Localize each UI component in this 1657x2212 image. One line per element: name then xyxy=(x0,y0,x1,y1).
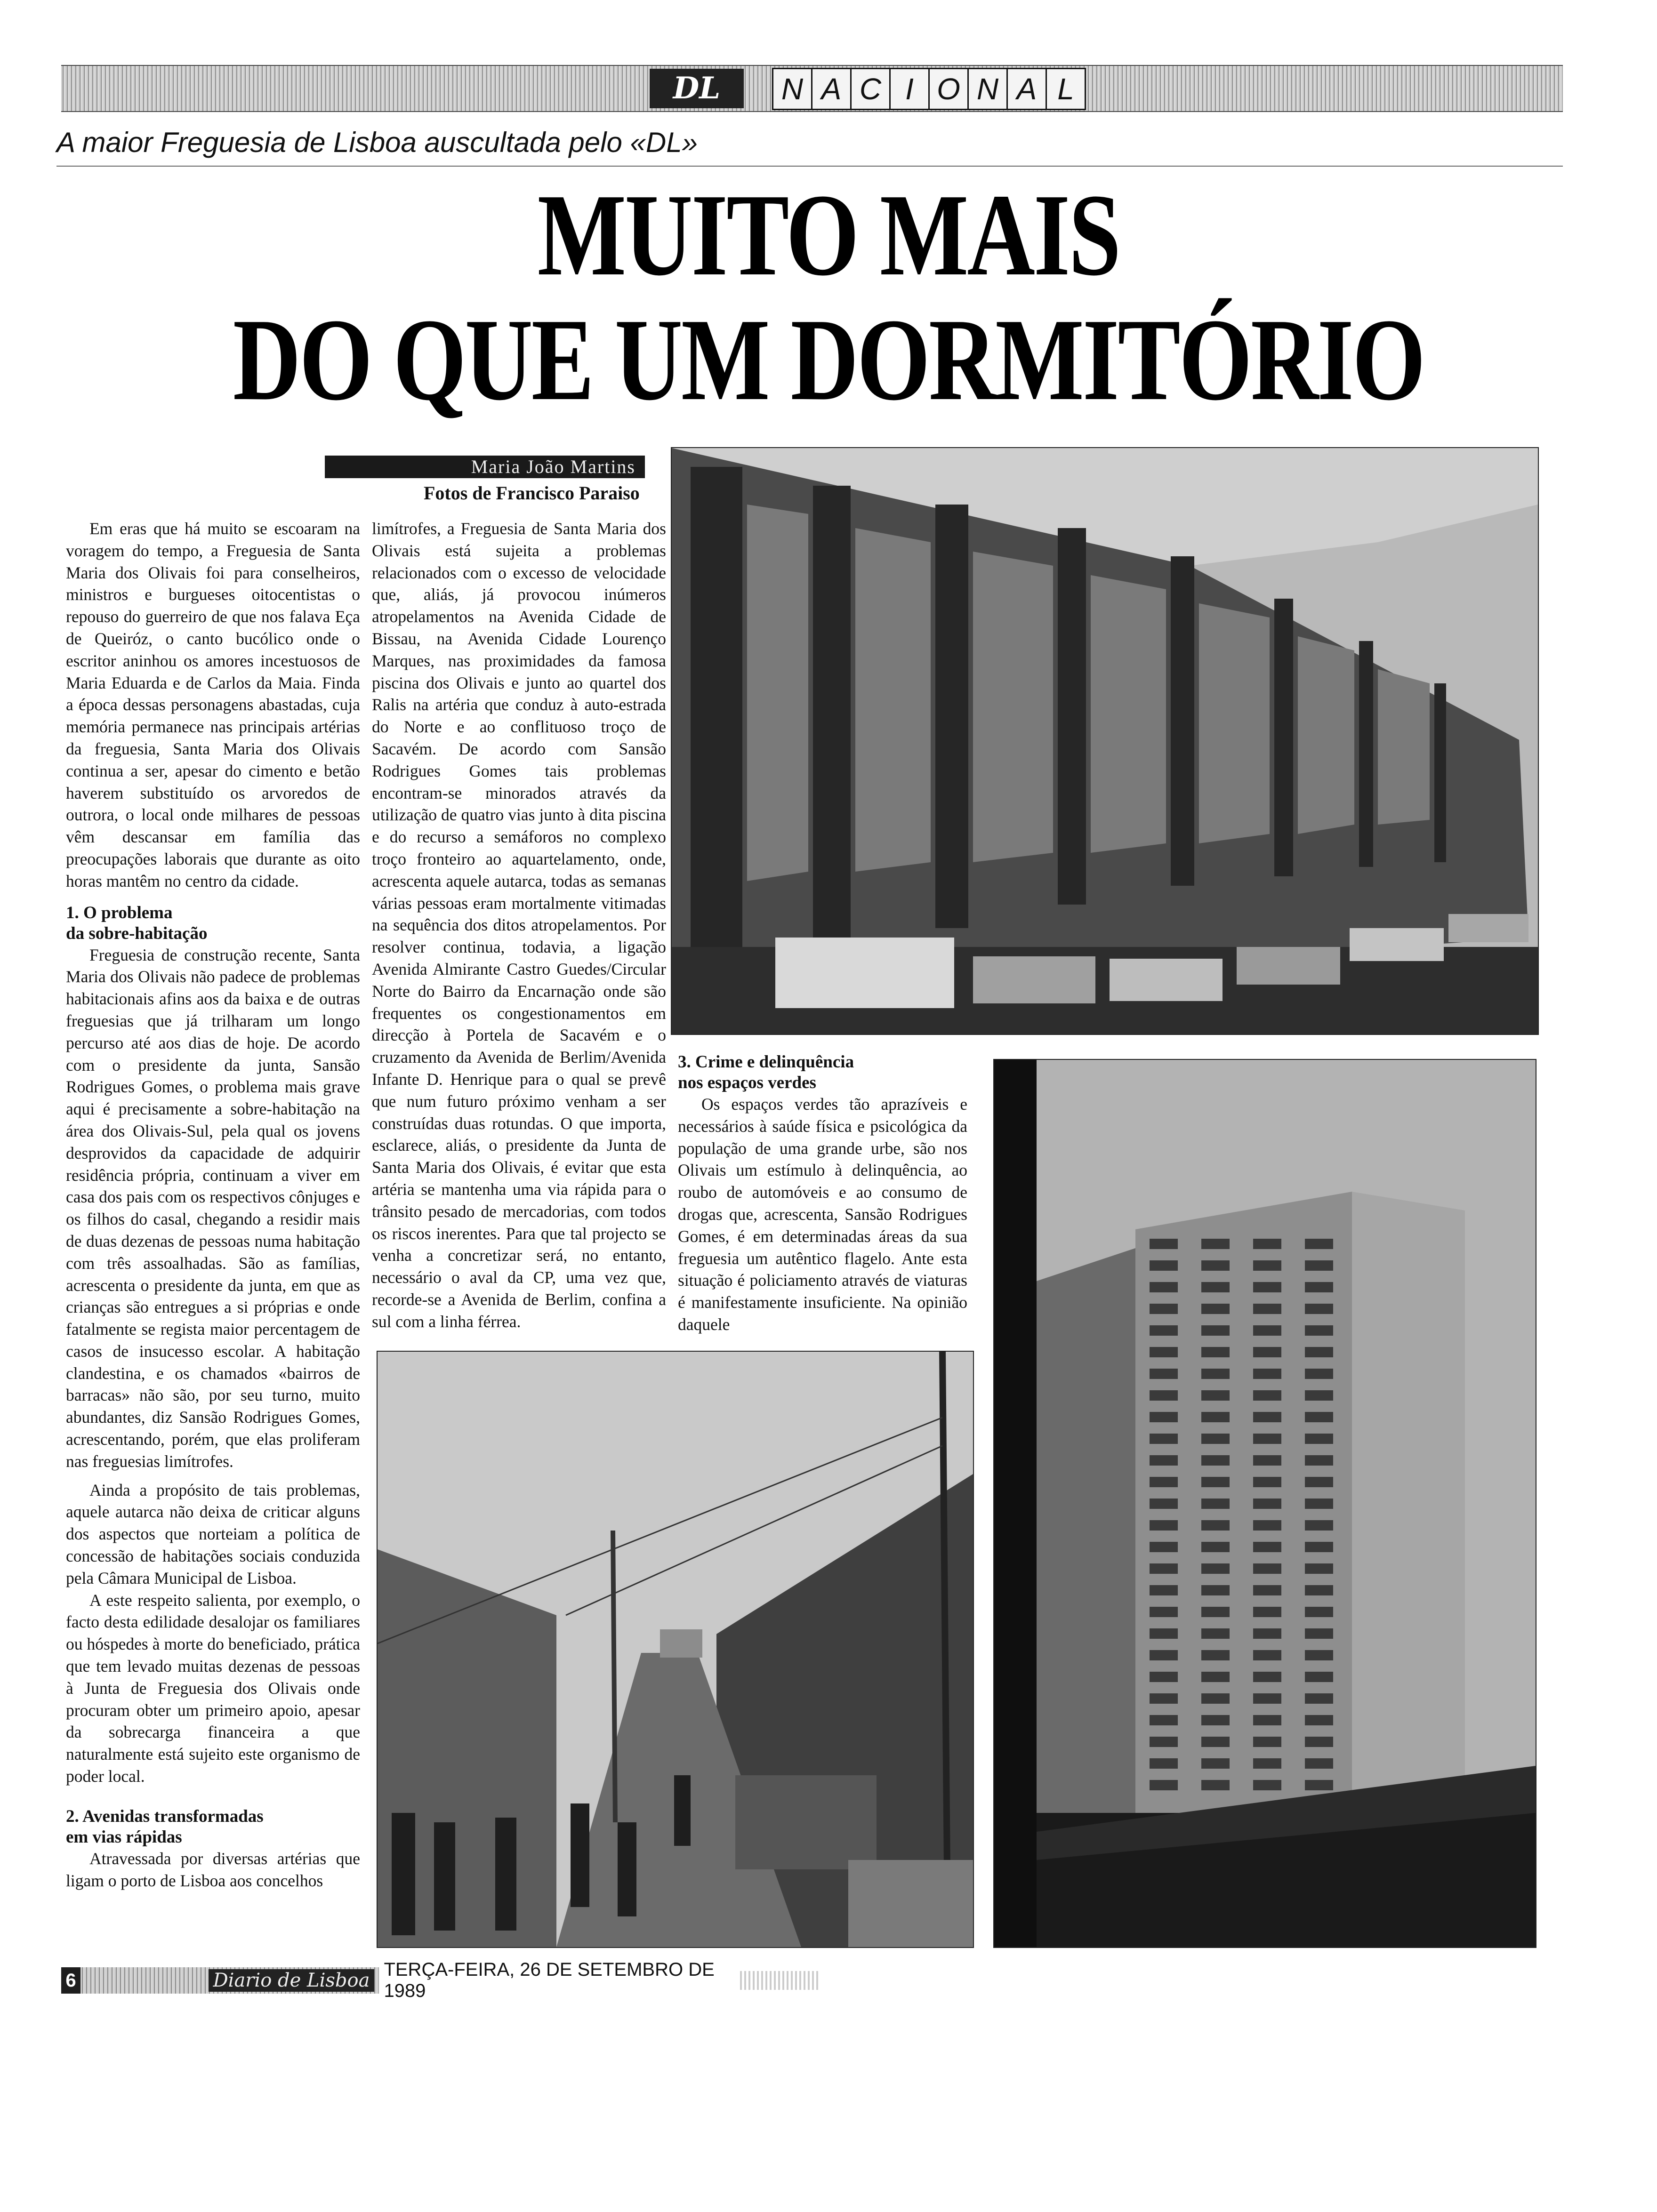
tower-window xyxy=(1150,1650,1178,1660)
paragraph: A este respeito salienta, por exemplo, o facto desta edilidade desalojar os familiares ou hóspedes à morte do beneficiado, prática que tem levado muitas dezenas de pessoas à Junta de Freguesia dos Olivais onde procuram obter um primeiro apoio, apesar da sobrecarga financeira a que naturalmente está sujeito este organismo de poder local. xyxy=(66,1590,360,1786)
tower-window xyxy=(1150,1628,1178,1639)
tower-window xyxy=(1150,1672,1178,1682)
tower-window xyxy=(1253,1563,1281,1574)
tower-window xyxy=(1253,1585,1281,1595)
tower-window xyxy=(1253,1260,1281,1271)
tower-window xyxy=(1253,1758,1281,1769)
page-footer xyxy=(61,1959,819,2001)
subheading-line: da sobre-habitação xyxy=(66,923,208,943)
tower-window xyxy=(1201,1693,1230,1704)
footer-masthead xyxy=(80,1967,379,1994)
tower-window xyxy=(1305,1563,1333,1574)
paragraph: Freguesia de construção recente, Santa Maria dos Olivais não padece de problemas habitacionais afins aos da baixa e de outras freguesias que já trilharam um longo percurso até aos dias de hoje. De acordo com o presidente da junta, Sansão Rodrigues Gomes, o problema mais grave aqui é precisamente a sobre-habitação na área dos Olivais-Sul, pela qual os jovens desprovidos da capacidade de adquirir residência própria, continuam a viver em casa dos pais com os respectivos cônjuges e os filhos do casal, chegando a residir mais de duas dezenas de pessoas numa habitação com três assoalhadas. São as famílias, acrescenta o presidente da junta, em que as crianças são entregues a si próprias e onde fatalmente se regista maior percentagem de casos de insucesso escolar. A habitação clandestina, e os chamados «bairros de barracas» não são, por seu turno, muito abundantes, diz Sansão Rodrigues Gomes, acrescentando, porém, que elas proliferam nas freguesias limítrofes. xyxy=(66,945,360,1471)
footer-rule xyxy=(740,1971,819,1990)
tower-window xyxy=(1305,1369,1333,1379)
tower-window xyxy=(1305,1260,1333,1271)
subheading-line: em vias rápidas xyxy=(66,1827,182,1847)
tower-window xyxy=(1201,1455,1230,1466)
tower-window xyxy=(1305,1239,1333,1249)
tower-window xyxy=(1150,1260,1178,1271)
tower-window xyxy=(1305,1607,1333,1617)
tower-window xyxy=(1305,1434,1333,1444)
tower-window xyxy=(1253,1520,1281,1531)
tower-window xyxy=(1253,1737,1281,1747)
issue-date: TERÇA-FEIRA, 26 DE SETEMBRO DE 1989 xyxy=(384,1959,715,2001)
section-label-letter: L xyxy=(1046,68,1086,110)
headline-line-2: DO QUE UM DORMITÓRIO xyxy=(233,295,1424,425)
subheading-line: 1. O problema xyxy=(66,903,173,922)
tower-window xyxy=(1201,1780,1230,1790)
kicker-rule xyxy=(56,166,1563,167)
tower-window xyxy=(1305,1585,1333,1595)
tower-window xyxy=(1150,1347,1178,1357)
tower-window xyxy=(1305,1672,1333,1682)
tower-window xyxy=(1150,1585,1178,1595)
kicker: A maior Freguesia de Lisboa auscultada pelo «DL» xyxy=(56,127,698,158)
tower-window xyxy=(1150,1693,1178,1704)
section-label-letter: C xyxy=(850,68,891,110)
tower-window xyxy=(1253,1693,1281,1704)
paragraph: limítrofes, a Freguesia de Santa Maria dos Olivais está sujeita a problemas relacionados com o excesso de velocidade que, aliás, já provocou inúmeros atropelamentos na Avenida Cidade de Bissau, na Avenida Cidade Lourenço Marques, nas proximidades da famosa piscina dos Olivais e junto ao quartel dos Ralis na artéria que conduz à auto-estrada do Norte e ao conflituoso troço de Sacavém. De acordo com Sansão Rodrigues Gomes tais problemas encontram-se minorados através da utilização de quatro vias junto à dita piscina e do recurso a semáforos no complexo troço fronteiro ao aquartelamento, onde, acrescenta aquele autarca, todas as semanas várias pessoas eram mortalmente vitimadas na sequência dos ditos atropelamentos. Por resolver continua, todavia, a ligação Avenida Almirante Castro Guedes/Circular Norte do Bairro da Encarnação onde são frequentes os congestionamentos em direcção à Portela de Sacavém e o cruzamento da Avenida de Berlim/Avenida Infante D. Henrique para o qual se prevê que num futuro próximo venham a ser construídas duas rotundas. O que importa, esclarece, aliás, o presidente da Junta de Santa Maria dos Olivais, é evitar que esta artéria se mantenha uma via rápida para o trânsito pesado de mercadorias, com todos os riscos inerentes. Para que tal projecto se venha a concretizar será, no entanto, necessário o aval da CP, uma vez que, recorde-se a Avenida de Berlim, confina a sul com a linha férrea. xyxy=(372,519,666,1331)
tower-window xyxy=(1253,1304,1281,1314)
tower-window xyxy=(1201,1304,1230,1314)
tower-window xyxy=(1305,1282,1333,1292)
tower-window xyxy=(1150,1715,1178,1725)
tower-window xyxy=(1201,1499,1230,1509)
section-label-letter: O xyxy=(928,68,969,110)
tower-window xyxy=(1253,1780,1281,1790)
tower-window xyxy=(1305,1390,1333,1401)
article-column-1 xyxy=(66,518,360,1891)
tower-window xyxy=(1150,1499,1178,1509)
tower-window xyxy=(1305,1758,1333,1769)
tower-window xyxy=(1305,1737,1333,1747)
tower-window xyxy=(1201,1563,1230,1574)
tower-window xyxy=(1253,1607,1281,1617)
tower-window xyxy=(1150,1737,1178,1747)
tower-window xyxy=(1253,1369,1281,1379)
tower-window xyxy=(1201,1520,1230,1531)
tower-window xyxy=(1201,1325,1230,1336)
tower-window xyxy=(1150,1780,1178,1790)
tower-window xyxy=(1253,1390,1281,1401)
page-number: 6 xyxy=(61,1967,80,1994)
tower-window xyxy=(1253,1715,1281,1725)
tower-window xyxy=(1150,1607,1178,1617)
tower-window xyxy=(1305,1650,1333,1660)
tower-window xyxy=(1150,1520,1178,1531)
tower-window xyxy=(1150,1412,1178,1422)
section-header-band xyxy=(61,65,1563,112)
paragraph: Os espaços verdes tão aprazíveis e necessários à saúde física e psicológica da população de uma grande urbe, são nos Olivais um estímulo à delinquência, ao roubo de automóveis e ao consumo de drogas que, acrescenta, Sansão Rodrigues Gomes, é em determinadas áreas da sua freguesia um autêntico flagelo. Ante esta situação é policiamento através de viaturas é manifestamente insuficiente. Na opinião daquele xyxy=(678,1095,967,1334)
tower-window xyxy=(1305,1715,1333,1725)
tower-window xyxy=(1150,1434,1178,1444)
tower-window xyxy=(1305,1693,1333,1704)
tower-window xyxy=(1150,1282,1178,1292)
tower-window xyxy=(1253,1347,1281,1357)
tower-window xyxy=(1253,1650,1281,1660)
tower-window xyxy=(1150,1758,1178,1769)
tower-window xyxy=(1253,1499,1281,1509)
tower-window xyxy=(1253,1477,1281,1487)
tower-window xyxy=(1305,1347,1333,1357)
tower-window xyxy=(1201,1715,1230,1725)
paragraph: Em eras que há muito se escoaram na voragem do tempo, a Freguesia de Santa Maria dos Olivais foi para conselheiros, ministros e burgueses oitocentistas o repouso do guerreiro de que nos falava Eça de Queiróz, o canto bucólico onde o escritor aninhou os amores incestuosos de Maria Eduarda e de Carlos da Maia. Finda a época dessas personagens abastadas, cuja memória permanece nas principais artérias da freguesia, Santa Maria dos Olivais continua a ser, apesar do cimento e betão haverem substituído os arvoredos de outrora, o local onde milhares de pessoas vêm descansar em família das preocupações laborais que durante as oito horas mantêm no centro da cidade. xyxy=(66,519,360,890)
tower-window xyxy=(1150,1304,1178,1314)
section-label-letter: N xyxy=(772,68,812,110)
tower-window xyxy=(1201,1737,1230,1747)
tower-window xyxy=(1253,1628,1281,1639)
tower-window xyxy=(1201,1672,1230,1682)
tower-window xyxy=(1201,1477,1230,1487)
paragraph: Atravessada por diversas artérias que ligam o porto de Lisboa aos concelhos xyxy=(66,1849,360,1890)
tower-window xyxy=(1305,1455,1333,1466)
photo-credit: Fotos de Francisco Paraiso xyxy=(424,482,640,504)
subheading-line: 2. Avenidas transformadas xyxy=(66,1806,264,1826)
tower-window xyxy=(1201,1282,1230,1292)
tower-window xyxy=(1150,1390,1178,1401)
tower-window xyxy=(1201,1542,1230,1552)
tower-window xyxy=(1150,1369,1178,1379)
subheading-line: nos espaços verdes xyxy=(678,1073,816,1092)
tower-window xyxy=(1305,1304,1333,1314)
byline: Maria João Martins xyxy=(325,456,645,478)
masthead-title: Diario de Lisboa xyxy=(209,1969,375,1992)
tower-window xyxy=(1253,1282,1281,1292)
tower-window xyxy=(1201,1347,1230,1357)
tower-window xyxy=(1201,1628,1230,1639)
tower-window xyxy=(1253,1325,1281,1336)
subheading-3 xyxy=(678,1052,967,1093)
tower-window xyxy=(1201,1369,1230,1379)
photo-tower-block xyxy=(993,1059,1536,1948)
tower-window xyxy=(1253,1434,1281,1444)
section-label-letter: I xyxy=(889,68,930,110)
section-label-letter: A xyxy=(811,68,852,110)
subheading-line: 3. Crime e delinquência xyxy=(678,1052,854,1072)
tower-window xyxy=(1201,1260,1230,1271)
tower-window xyxy=(1201,1434,1230,1444)
tower-window xyxy=(1305,1325,1333,1336)
tower-window xyxy=(1305,1477,1333,1487)
tower-window xyxy=(1150,1239,1178,1249)
tower-window xyxy=(1201,1412,1230,1422)
dl-logo: DL xyxy=(650,69,744,108)
tower-window xyxy=(1150,1455,1178,1466)
tower-window xyxy=(1150,1477,1178,1487)
article-column-2 xyxy=(372,518,666,1332)
tower-window xyxy=(1201,1390,1230,1401)
article-column-3 xyxy=(678,1052,967,1336)
tower-window xyxy=(1201,1239,1230,1249)
paragraph: Ainda a propósito de tais problemas, aquele autarca não deixa de criticar alguns dos aspectos que norteiam a política de concessão de habitações sociais conduzida pela Câmara Municipal de Lisboa. xyxy=(66,1480,360,1587)
tower-window xyxy=(1305,1628,1333,1639)
tower-window xyxy=(1253,1239,1281,1249)
tower-window xyxy=(1201,1650,1230,1660)
tower-window xyxy=(1253,1542,1281,1552)
photo-street-scene xyxy=(377,1351,974,1948)
photo-apartment-block xyxy=(671,447,1539,1035)
tower-window xyxy=(1253,1672,1281,1682)
subheading-2 xyxy=(66,1806,360,1848)
tower-window xyxy=(1305,1520,1333,1531)
headline-line-1: MUITO MAIS xyxy=(537,170,1120,300)
tower-window xyxy=(1305,1542,1333,1552)
tower-window xyxy=(1305,1780,1333,1790)
tower-window xyxy=(1201,1585,1230,1595)
tower-window xyxy=(1150,1325,1178,1336)
subheading-1 xyxy=(66,903,360,944)
section-label xyxy=(772,68,1085,108)
tower-window xyxy=(1150,1542,1178,1552)
tower-window xyxy=(1150,1563,1178,1574)
tower-window xyxy=(1253,1455,1281,1466)
section-label-letter: N xyxy=(967,68,1008,110)
tower-window xyxy=(1305,1499,1333,1509)
tower-window xyxy=(1253,1412,1281,1422)
tower-window xyxy=(1201,1607,1230,1617)
tower-window xyxy=(1305,1412,1333,1422)
tower-window xyxy=(1201,1758,1230,1769)
section-label-letter: A xyxy=(1006,68,1047,110)
